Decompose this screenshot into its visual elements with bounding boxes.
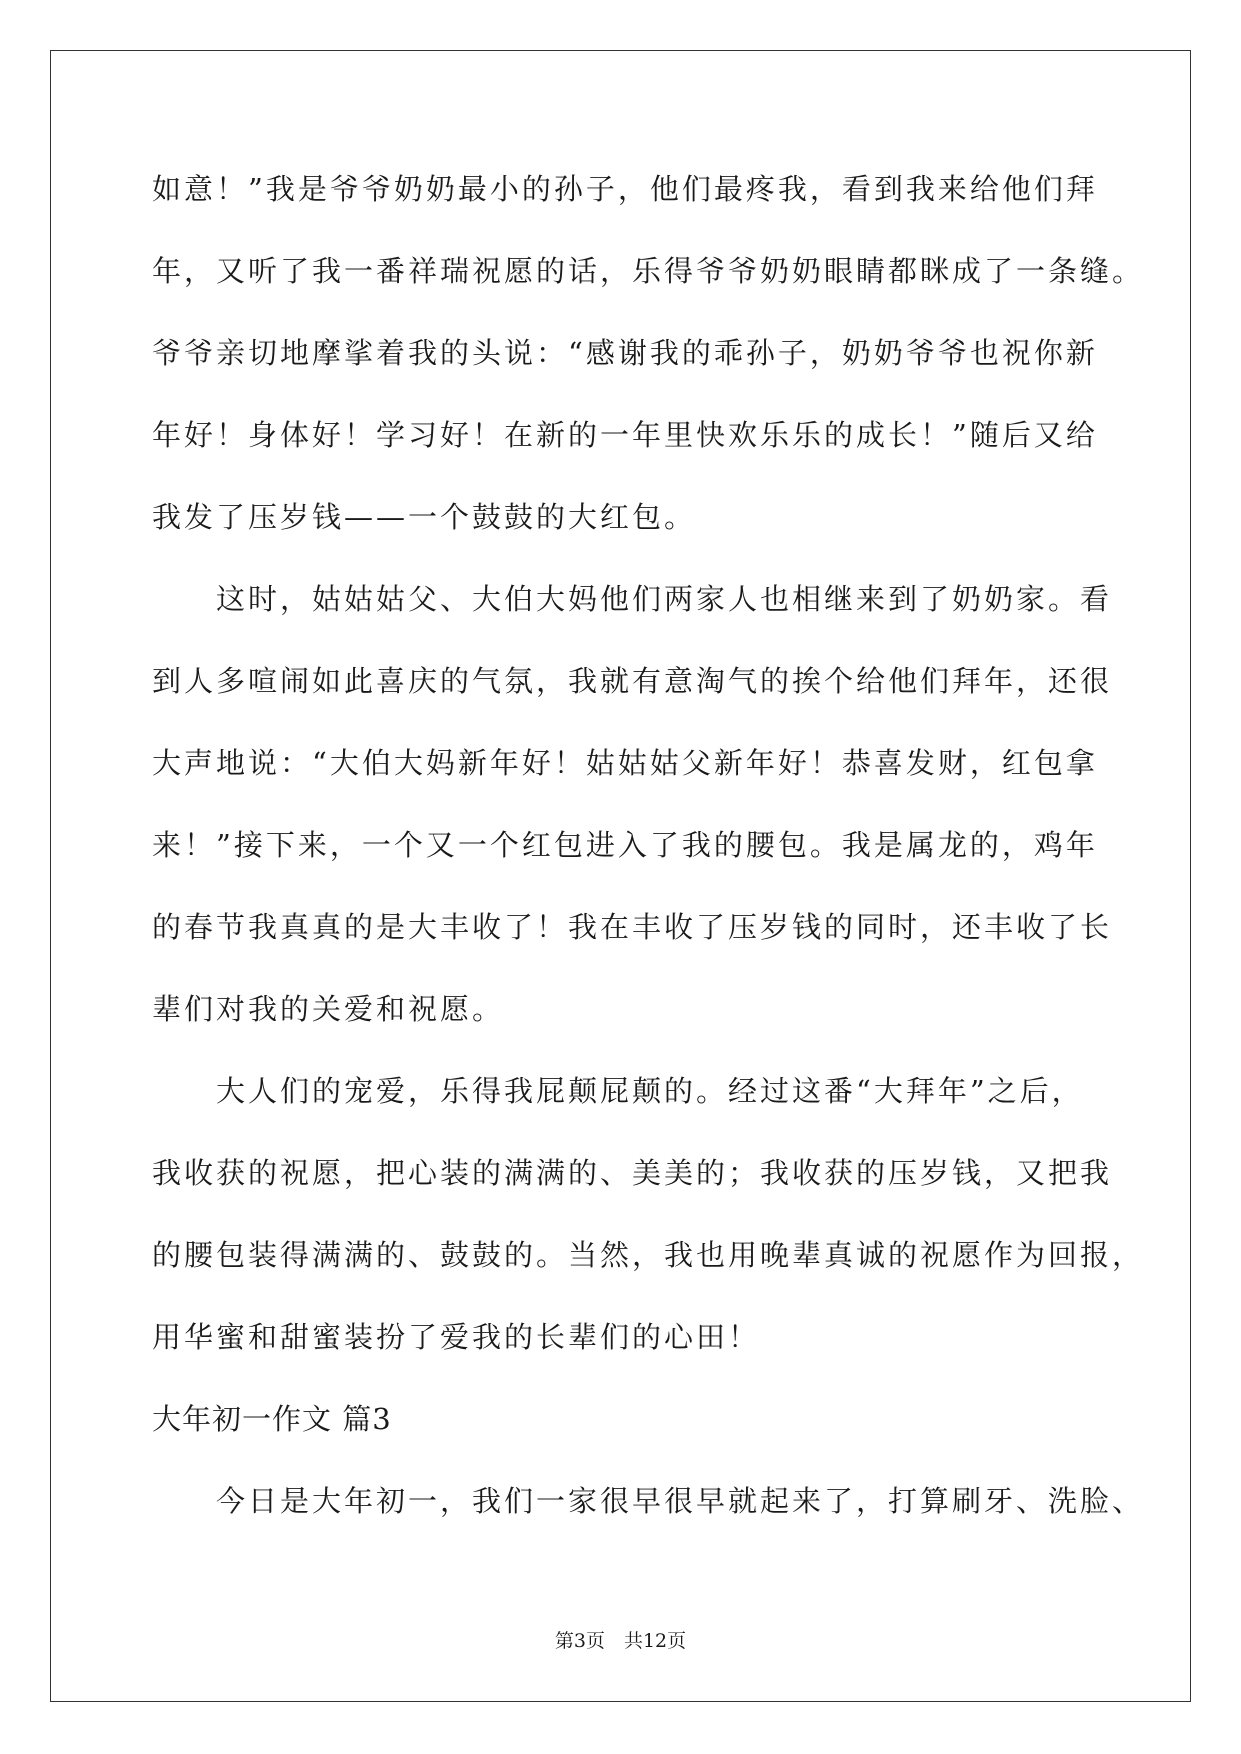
text-line: 大声地说：“大伯大妈新年好！姑姑姑父新年好！恭喜发财，红包拿 <box>152 746 1098 780</box>
text-line: 到人多喧闹如此喜庆的气氛，我就有意淘气的挨个给他们拜年，还很 <box>152 664 1113 698</box>
text-line: 爷爷亲切地摩挲着我的头说：“感谢我的乖孙子，奶奶爷爷也祝你新 <box>152 336 1098 370</box>
text-line: 如意！”我是爷爷奶奶最小的孙子，他们最疼我，看到我来给他们拜 <box>152 172 1098 206</box>
paragraph-start: 这时，姑姑姑父、大伯大妈他们两家人也相继来到了奶奶家。看 <box>216 582 1113 616</box>
text-line: 用华蜜和甜蜜装扮了爱我的长辈们的心田！ <box>152 1320 761 1354</box>
text-line: 的春节我真真的是大丰收了！我在丰收了压岁钱的同时，还丰收了长 <box>152 910 1113 944</box>
page-number-footer: 第3页 共12页 <box>554 1630 687 1652</box>
text-line: 年好！身体好！学习好！在新的一年里快欢乐乐的成长！”随后又给 <box>152 418 1098 452</box>
text-line: 的腰包装得满满的、鼓鼓的。当然，我也用晚辈真诚的祝愿作为回报， <box>152 1238 1145 1272</box>
paragraph-start: 大人们的宠爱，乐得我屁颠屁颠的。经过这番“大拜年”之后， <box>216 1074 1084 1108</box>
text-line: 我收获的祝愿，把心装的满满的、美美的；我收获的压岁钱，又把我 <box>152 1156 1113 1190</box>
text-line: 辈们对我的关爱和祝愿。 <box>152 992 505 1026</box>
text-line: 年，又听了我一番祥瑞祝愿的话，乐得爷爷奶奶眼睛都眯成了一条缝。 <box>152 254 1145 288</box>
text-line: 来！”接下来，一个又一个红包进入了我的腰包。我是属龙的，鸡年 <box>152 828 1098 862</box>
section-heading: 大年初一作文 篇3 <box>152 1402 392 1436</box>
document-body <box>152 164 1145 1558</box>
text-line: 我发了压岁钱——一个鼓鼓的大红包。 <box>152 500 697 534</box>
paragraph-start: 今日是大年初一，我们一家很早很早就起来了，打算刷牙、洗脸、 <box>216 1484 1145 1518</box>
